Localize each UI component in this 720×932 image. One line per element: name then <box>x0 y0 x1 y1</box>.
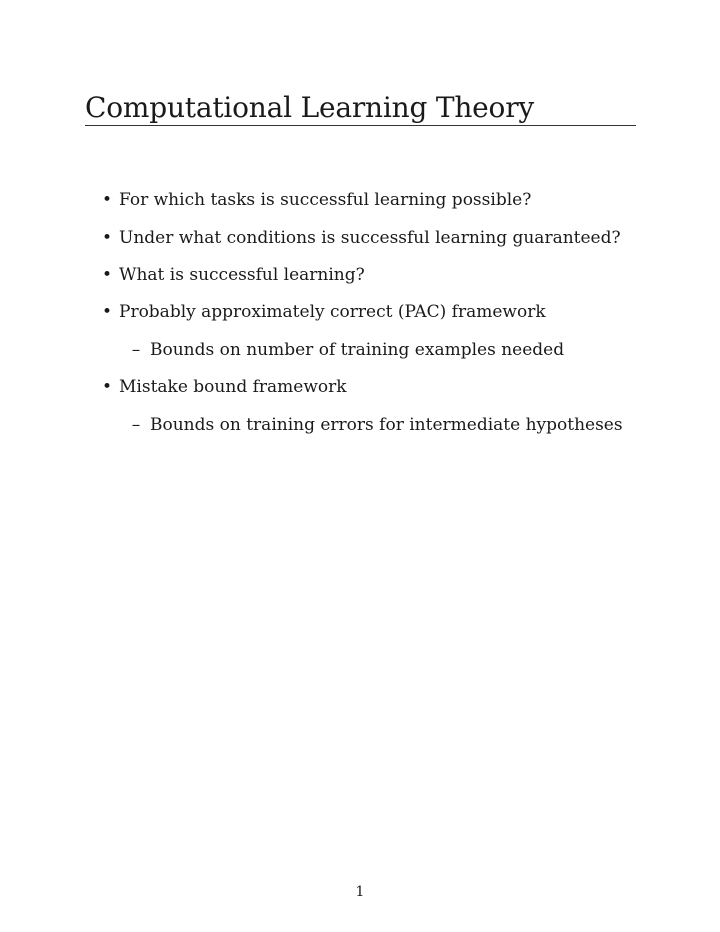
list-item-text: What is successful learning? <box>119 265 365 285</box>
sub-list-item-text: Bounds on number of training examples needed <box>150 340 565 360</box>
sub-list-item <box>131 413 623 437</box>
list-item-text: For which tasks is successful learning possible? <box>119 190 532 210</box>
list-item <box>101 375 347 399</box>
bullet-icon: • <box>101 190 113 210</box>
page-title: Computational Learning Theory <box>85 91 535 124</box>
list-item-text: Mistake bound framework <box>119 377 347 397</box>
bullet-icon: • <box>101 228 113 248</box>
dash-icon: – <box>131 340 141 360</box>
list-item <box>101 188 532 212</box>
sub-list-item <box>131 338 565 362</box>
bullet-icon: • <box>101 302 113 322</box>
page-number: 1 <box>355 884 365 900</box>
list-item <box>101 300 546 324</box>
bullet-icon: • <box>101 265 113 285</box>
list-item-text: Probably approximately correct (PAC) framework <box>119 302 546 322</box>
dash-icon: – <box>131 415 141 435</box>
list-item-text: Under what conditions is successful learning guaranteed? <box>119 228 621 248</box>
bullet-icon: • <box>101 377 113 397</box>
list-item <box>101 226 621 250</box>
sub-list-item-text: Bounds on training errors for intermediate hypotheses <box>150 415 623 435</box>
list-item <box>101 263 365 287</box>
